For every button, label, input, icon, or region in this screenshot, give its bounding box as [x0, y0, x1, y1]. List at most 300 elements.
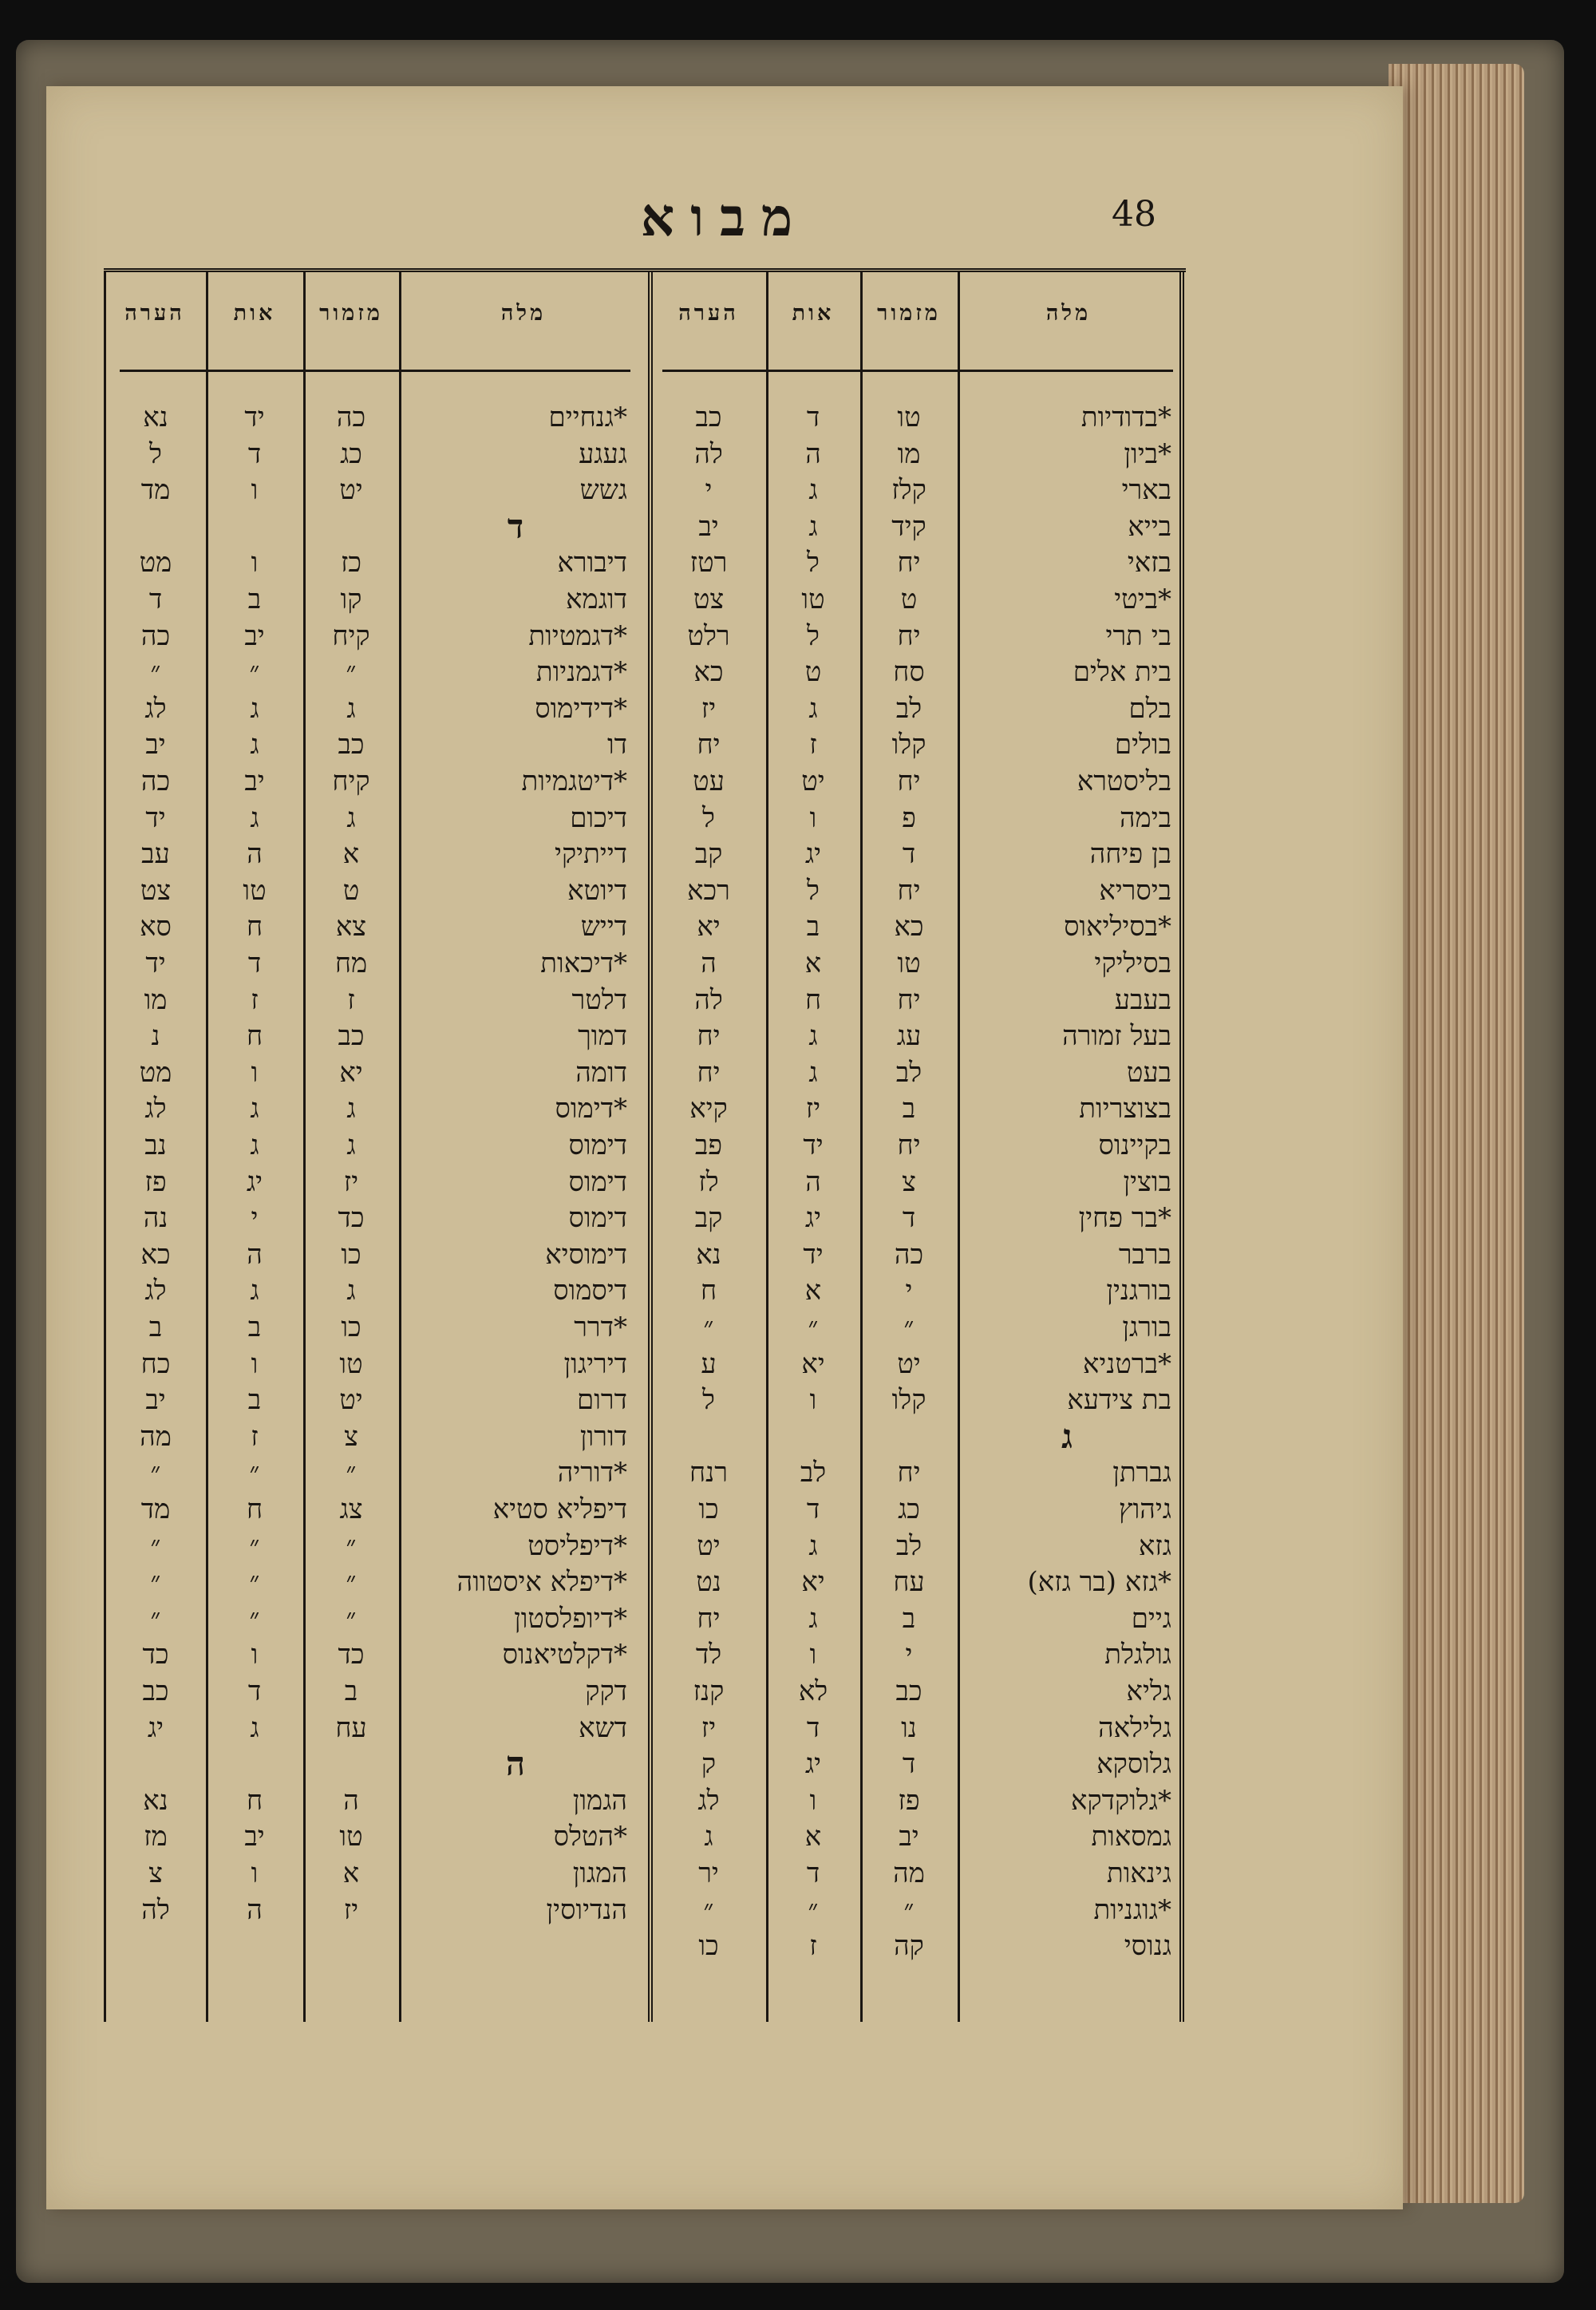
- entry-word: גנוסי: [1124, 1930, 1171, 1963]
- entry-word: ברבר: [1118, 1238, 1171, 1271]
- entry-verse: ה: [247, 838, 263, 871]
- entry-psalm: כד: [338, 1639, 365, 1671]
- entry-word: גברתן: [1112, 1457, 1171, 1489]
- entry-note: לג: [144, 1093, 167, 1125]
- entry-word: דקק: [585, 1675, 627, 1707]
- entry-psalm: ד: [902, 838, 916, 871]
- entry-psalm: עג: [896, 1020, 922, 1053]
- entry-word: *ביטי: [1114, 583, 1171, 615]
- entry-note: קיא: [689, 1093, 728, 1125]
- entry-psalm: צ: [902, 1165, 916, 1198]
- entry-psalm: יח: [897, 1129, 921, 1161]
- entry-psalm: א: [342, 838, 360, 871]
- entry-psalm: מו: [897, 437, 921, 470]
- entry-verse: א: [804, 1275, 822, 1307]
- entry-verse: ד: [247, 947, 262, 979]
- entry-note: מז: [144, 1821, 168, 1853]
- entry-note: ״: [150, 1529, 161, 1562]
- entry-psalm: כו: [341, 1311, 361, 1343]
- entry-word: *ביון: [1124, 437, 1171, 470]
- page-title: מבוא: [640, 186, 809, 248]
- entry-word: בית אלים: [1073, 656, 1171, 689]
- entry-note: כה: [140, 619, 171, 652]
- entry-note: רנח: [689, 1457, 728, 1489]
- entry-verse: ד: [806, 401, 820, 433]
- entry-word: דיפליא סטיא: [492, 1493, 627, 1525]
- entry-note: לה: [141, 1893, 170, 1926]
- entry-note: רכא: [687, 874, 730, 907]
- entry-note: ״: [150, 1602, 161, 1635]
- entry-verse: ה: [805, 1165, 821, 1198]
- index-row: [104, 946, 1186, 981]
- entry-verse: ח: [246, 1020, 263, 1053]
- index-row: [104, 983, 1186, 1018]
- entry-word: דיכום: [570, 801, 627, 834]
- entry-note: ע: [701, 1347, 717, 1380]
- entry-verse: ״: [808, 1311, 819, 1343]
- entry-note: פז: [144, 1165, 167, 1198]
- entry-word: בולים: [1114, 729, 1171, 761]
- entry-verse: ב: [247, 1311, 262, 1343]
- entry-word: בן פיחה: [1089, 838, 1171, 871]
- entry-note: כח: [140, 1347, 171, 1380]
- entry-note: ק: [701, 1748, 717, 1781]
- index-row: [104, 1347, 1186, 1382]
- entry-note: ״: [150, 1566, 161, 1599]
- entry-verse: ג: [250, 1275, 259, 1307]
- entry-verse: ג: [808, 1020, 818, 1053]
- entry-verse: ד: [247, 1675, 262, 1707]
- entry-word: בורגנין: [1106, 1275, 1171, 1307]
- entry-verse: ח: [246, 1493, 263, 1525]
- entry-verse: ח: [804, 983, 822, 1016]
- entry-word: בורגן: [1122, 1311, 1171, 1343]
- entry-verse: יג: [246, 1165, 263, 1198]
- entry-psalm: יט: [339, 1384, 363, 1417]
- entry-note: יח: [697, 1020, 721, 1053]
- entry-note: כב: [142, 1675, 169, 1707]
- entry-verse: ג: [808, 510, 818, 543]
- index-table: [104, 268, 1186, 2022]
- entry-word: דימוס: [568, 1165, 627, 1198]
- index-row: [104, 1564, 1186, 1600]
- entry-psalm: י: [905, 1275, 913, 1307]
- page-edges: [1389, 64, 1524, 2203]
- page-number: 48: [1112, 194, 1156, 235]
- entry-word: *דיפלא איסטווה: [456, 1566, 627, 1599]
- entry-verse: ד: [806, 1857, 820, 1889]
- entry-word: בקיינוס: [1098, 1129, 1171, 1161]
- entry-verse: ו: [809, 1784, 817, 1817]
- entry-note: יג: [147, 1711, 164, 1744]
- entry-psalm: ״: [903, 1893, 915, 1926]
- entry-note: צט: [693, 583, 725, 615]
- entry-verse: לב: [800, 1457, 827, 1489]
- entry-psalm: יז: [343, 1893, 359, 1926]
- entry-verse: ו: [809, 801, 817, 834]
- entry-word: דימוס: [568, 1202, 627, 1235]
- index-row: [104, 473, 1186, 508]
- entry-verse: ל: [807, 874, 820, 907]
- entry-verse: ח: [246, 1784, 263, 1817]
- entry-word: דייתיקי: [555, 838, 627, 871]
- entry-word: *דיכאות: [540, 947, 627, 979]
- entry-psalm: יט: [339, 474, 363, 507]
- entry-word: *דיטגמיות: [521, 765, 627, 797]
- entry-verse: ג: [250, 729, 259, 761]
- entry-word: הגמון: [572, 1784, 627, 1817]
- entry-word: *בר פחין: [1078, 1202, 1171, 1235]
- entry-verse: ו: [251, 1857, 259, 1889]
- entry-psalm: ג: [346, 1129, 356, 1161]
- entry-word: דיסמוס: [553, 1275, 627, 1307]
- entry-verse: ה: [247, 1238, 263, 1271]
- entry-note: כה: [140, 765, 171, 797]
- entry-note: רטז: [689, 547, 728, 579]
- entry-word: געגע: [579, 437, 627, 470]
- entry-word: בוצין: [1123, 1165, 1171, 1198]
- entry-verse: יד: [803, 1238, 824, 1271]
- entry-verse: ו: [251, 474, 259, 507]
- entry-word: בליסטרא: [1077, 765, 1171, 797]
- entry-verse: ח: [246, 911, 263, 943]
- entry-psalm: ב: [902, 1093, 916, 1125]
- entry-word: *הטלס: [553, 1821, 627, 1853]
- entry-verse: א: [804, 947, 822, 979]
- entry-verse: ג: [808, 692, 818, 725]
- entry-note: נב: [144, 1129, 167, 1161]
- entry-psalm: ב: [344, 1675, 358, 1707]
- entry-psalm: מה: [893, 1857, 925, 1889]
- entry-psalm: כא: [894, 911, 924, 943]
- entry-psalm: כה: [336, 401, 366, 433]
- index-row: [104, 1165, 1186, 1200]
- entry-note: יז: [701, 692, 717, 725]
- entry-note: יד: [145, 801, 166, 834]
- index-row: [104, 1637, 1186, 1672]
- entry-word: בעבע: [1114, 983, 1171, 1016]
- entry-psalm: ״: [346, 1566, 357, 1599]
- entry-word: *דגמטיות: [528, 619, 627, 652]
- section-letter: ג: [1061, 1416, 1073, 1456]
- entry-verse: יא: [801, 1566, 825, 1599]
- entry-word: *בסיליאוס: [1064, 911, 1171, 943]
- entry-word: דומה: [575, 1056, 627, 1089]
- entry-verse: ג: [250, 1711, 259, 1744]
- entry-psalm: י: [905, 1639, 913, 1671]
- index-row: [104, 691, 1186, 726]
- entry-note: עט: [693, 765, 725, 797]
- entry-note: ל: [702, 1384, 715, 1417]
- entry-verse: ג: [808, 1602, 818, 1635]
- entry-verse: י: [251, 1202, 259, 1235]
- entry-word: גינאות: [1106, 1857, 1171, 1889]
- entry-psalm: עח: [335, 1711, 367, 1744]
- entry-verse: יג: [804, 1748, 822, 1781]
- entry-note: כא: [140, 1238, 171, 1271]
- entry-note: י: [705, 474, 713, 507]
- entry-psalm: טו: [897, 947, 921, 979]
- entry-note: יב: [145, 729, 166, 761]
- entry-verse: ב: [806, 911, 820, 943]
- index-row: [104, 873, 1186, 908]
- entry-psalm: כב: [338, 1020, 365, 1053]
- entry-verse: ה: [247, 1893, 263, 1926]
- index-row: [104, 1492, 1186, 1527]
- entry-psalm: צא: [335, 911, 367, 943]
- entry-verse: ״: [249, 1602, 260, 1635]
- entry-psalm: צג: [339, 1493, 363, 1525]
- entry-note: כב: [695, 401, 722, 433]
- header-word-left: מלה: [500, 301, 547, 326]
- entry-verse: ג: [808, 1056, 818, 1089]
- index-row: [104, 1711, 1186, 1746]
- entry-psalm: קיח: [332, 765, 370, 797]
- entry-note: מד: [140, 474, 171, 507]
- entry-word: בארי: [1121, 474, 1171, 507]
- entry-note: מד: [140, 1493, 171, 1525]
- entry-note: לג: [144, 1275, 167, 1307]
- entry-verse: יט: [801, 765, 825, 797]
- entry-psalm: ט: [342, 874, 360, 907]
- index-row: [104, 1674, 1186, 1709]
- entry-verse: ו: [809, 1384, 817, 1417]
- index-row: [104, 1091, 1186, 1126]
- book-page: [46, 86, 1403, 2209]
- entry-psalm: יח: [897, 1457, 921, 1489]
- entry-psalm: ה: [343, 1784, 359, 1817]
- entry-word: גיהוץ: [1118, 1493, 1171, 1525]
- entry-verse: ״: [249, 656, 260, 689]
- entry-word: דשא: [579, 1711, 627, 1744]
- entry-note: נה: [143, 1202, 168, 1235]
- index-row: [104, 1928, 1186, 1964]
- index-row: [104, 1382, 1186, 1418]
- entry-note: לד: [695, 1639, 722, 1671]
- entry-verse: לא: [798, 1675, 828, 1707]
- header-psalm-left: מזמור: [319, 301, 383, 326]
- entry-word: בעל זמורה: [1062, 1020, 1171, 1053]
- entry-psalm: כב: [338, 729, 365, 761]
- entry-psalm: ״: [903, 1311, 915, 1343]
- entry-note: קב: [694, 838, 723, 871]
- entry-note: סא: [140, 911, 172, 943]
- entry-note: כד: [142, 1639, 169, 1671]
- entry-word: גליא: [1126, 1675, 1171, 1707]
- entry-note: לה: [694, 983, 723, 1016]
- entry-psalm: יח: [897, 983, 921, 1016]
- entry-verse: ד: [247, 437, 262, 470]
- index-row: [104, 545, 1186, 580]
- entry-note: יט: [697, 1529, 721, 1562]
- entry-word: גיים: [1131, 1602, 1171, 1635]
- entry-note: יח: [697, 1056, 721, 1089]
- entry-word: דמוך: [578, 1020, 627, 1053]
- entry-word: דיבורא: [557, 547, 627, 579]
- entry-verse: ג: [250, 1093, 259, 1125]
- entry-psalm: ד: [902, 1748, 916, 1781]
- header-note-right: הערה: [678, 301, 739, 326]
- entry-word: *גזא (בר גזא): [1027, 1566, 1171, 1599]
- entry-verse: יא: [801, 1347, 825, 1380]
- index-row: [104, 801, 1186, 836]
- entry-note: קנז: [693, 1675, 725, 1707]
- index-row: [104, 655, 1186, 690]
- entry-note: יח: [697, 1602, 721, 1635]
- entry-note: יב: [698, 510, 719, 543]
- index-row: [104, 1200, 1186, 1236]
- index-row: [104, 727, 1186, 762]
- entry-psalm: ג: [346, 1275, 356, 1307]
- entry-word: בזאי: [1127, 547, 1171, 579]
- entry-psalm: פז: [898, 1784, 920, 1817]
- index-row: [104, 619, 1186, 654]
- entry-word: *דיופלסטון: [514, 1602, 627, 1635]
- entry-verse: יג: [804, 1202, 822, 1235]
- entry-psalm: קה: [894, 1930, 924, 1963]
- header-verse-right: אות: [792, 301, 835, 326]
- header-rule: [120, 370, 630, 372]
- entry-note: צט: [140, 874, 172, 907]
- entry-note: לג: [697, 1784, 720, 1817]
- entry-note: יז: [701, 1711, 717, 1744]
- entry-verse: יד: [803, 1129, 824, 1161]
- entry-verse: ג: [250, 1129, 259, 1161]
- header-verse-left: אות: [233, 301, 276, 326]
- entry-word: בלם: [1128, 692, 1171, 725]
- index-row: [104, 1310, 1186, 1345]
- entry-note: נ: [151, 1020, 160, 1053]
- entry-psalm: יח: [897, 765, 921, 797]
- entry-psalm: כו: [341, 1238, 361, 1271]
- entry-note: קב: [694, 1202, 723, 1235]
- index-row: [104, 1529, 1186, 1564]
- entry-verse: ז: [251, 1420, 259, 1453]
- section-letter: ד: [507, 506, 524, 546]
- index-row: [104, 909, 1186, 944]
- entry-word: *ברטניא: [1083, 1347, 1171, 1380]
- entry-note: ״: [703, 1311, 714, 1343]
- entry-word: *דימוס: [555, 1093, 627, 1125]
- entry-note: יר: [698, 1857, 719, 1889]
- entry-verse: ז: [809, 729, 817, 761]
- entry-verse: יב: [244, 619, 265, 652]
- entry-psalm: טו: [339, 1347, 363, 1380]
- entry-note: מה: [140, 1420, 172, 1453]
- entry-psalm: ג: [346, 801, 356, 834]
- entry-word: דיריגון: [563, 1347, 627, 1380]
- index-row: [104, 1601, 1186, 1636]
- entry-note: נט: [696, 1566, 721, 1599]
- entry-note: מט: [139, 547, 172, 579]
- entry-verse: ״: [249, 1566, 260, 1599]
- entry-verse: א: [804, 1821, 822, 1853]
- entry-psalm: ג: [346, 1093, 356, 1125]
- entry-psalm: יז: [343, 1165, 359, 1198]
- entry-word: הנדיוסין: [546, 1893, 627, 1926]
- entry-verse: ד: [806, 1711, 820, 1744]
- entry-verse: יד: [244, 401, 265, 433]
- entry-note: ב: [148, 1311, 163, 1343]
- entry-verse: ב: [247, 1384, 262, 1417]
- entry-psalm: ב: [902, 1602, 916, 1635]
- entry-psalm: כב: [895, 1675, 922, 1707]
- entry-verse: טו: [243, 874, 267, 907]
- entry-word: דוגמא: [566, 583, 627, 615]
- index-row: [104, 1055, 1186, 1090]
- entry-note: כו: [698, 1493, 719, 1525]
- entry-word: גולגלת: [1104, 1639, 1171, 1671]
- entry-word: דימוסיא: [545, 1238, 627, 1271]
- entry-psalm: עח: [893, 1566, 925, 1599]
- entry-verse: ז: [251, 983, 259, 1016]
- entry-verse: ג: [250, 801, 259, 834]
- entry-word: בת צידעא: [1067, 1384, 1171, 1417]
- entry-word: *דיפליסט: [527, 1529, 627, 1562]
- entry-note: לה: [694, 437, 723, 470]
- entry-psalm: ד: [902, 1202, 916, 1235]
- entry-note: ל: [702, 801, 715, 834]
- index-row: [104, 837, 1186, 872]
- entry-word: גמסאות: [1091, 1821, 1171, 1853]
- entry-psalm: א: [342, 1857, 360, 1889]
- index-row: [104, 1819, 1186, 1854]
- entry-note: ח: [700, 1275, 717, 1307]
- entry-note: כו: [698, 1930, 719, 1963]
- entry-word: *דרר: [574, 1311, 627, 1343]
- section-letter: ה: [505, 1744, 526, 1784]
- entry-verse: ״: [808, 1893, 819, 1926]
- entry-verse: ב: [247, 583, 262, 615]
- entry-word: ביסריא: [1099, 874, 1171, 907]
- index-row: [104, 582, 1186, 617]
- entry-verse: יב: [244, 1821, 265, 1853]
- entry-verse: ו: [809, 1639, 817, 1671]
- entry-word: דימוס: [568, 1129, 627, 1161]
- entry-word: בצוצריות: [1079, 1093, 1171, 1125]
- entry-word: דו: [606, 729, 627, 761]
- entry-psalm: ״: [346, 656, 357, 689]
- entry-word: *גנחיים: [548, 401, 627, 433]
- entry-psalm: כד: [338, 1202, 365, 1235]
- entry-word: דייש: [580, 911, 627, 943]
- header-word-right: מלה: [1045, 301, 1092, 326]
- entry-word: דיוטא: [567, 874, 627, 907]
- entry-note: ד: [148, 583, 163, 615]
- entry-verse: ״: [249, 1529, 260, 1562]
- entry-psalm: קלו: [891, 1384, 926, 1417]
- index-row: [104, 764, 1186, 799]
- entry-word: דלטר: [571, 983, 627, 1016]
- entry-note: לז: [698, 1165, 719, 1198]
- entry-note: ״: [703, 1893, 714, 1926]
- entry-word: *דוריה: [557, 1457, 627, 1489]
- entry-word: גזא: [1138, 1529, 1171, 1562]
- entry-note: ה: [701, 947, 717, 979]
- entry-note: ״: [150, 656, 161, 689]
- entry-verse: יז: [805, 1093, 821, 1125]
- entry-psalm: ט: [900, 583, 918, 615]
- entry-word: דורון: [579, 1420, 627, 1453]
- entry-note: יא: [697, 911, 721, 943]
- entry-verse: ג: [250, 692, 259, 725]
- entry-word: בסיליקי: [1094, 947, 1171, 979]
- entry-word: בי תרי: [1105, 619, 1171, 652]
- entry-word: *דקלטיאנוס: [502, 1639, 627, 1671]
- entry-note: ״: [150, 1457, 161, 1489]
- entry-note: צ: [148, 1857, 163, 1889]
- entry-psalm: נו: [901, 1711, 917, 1744]
